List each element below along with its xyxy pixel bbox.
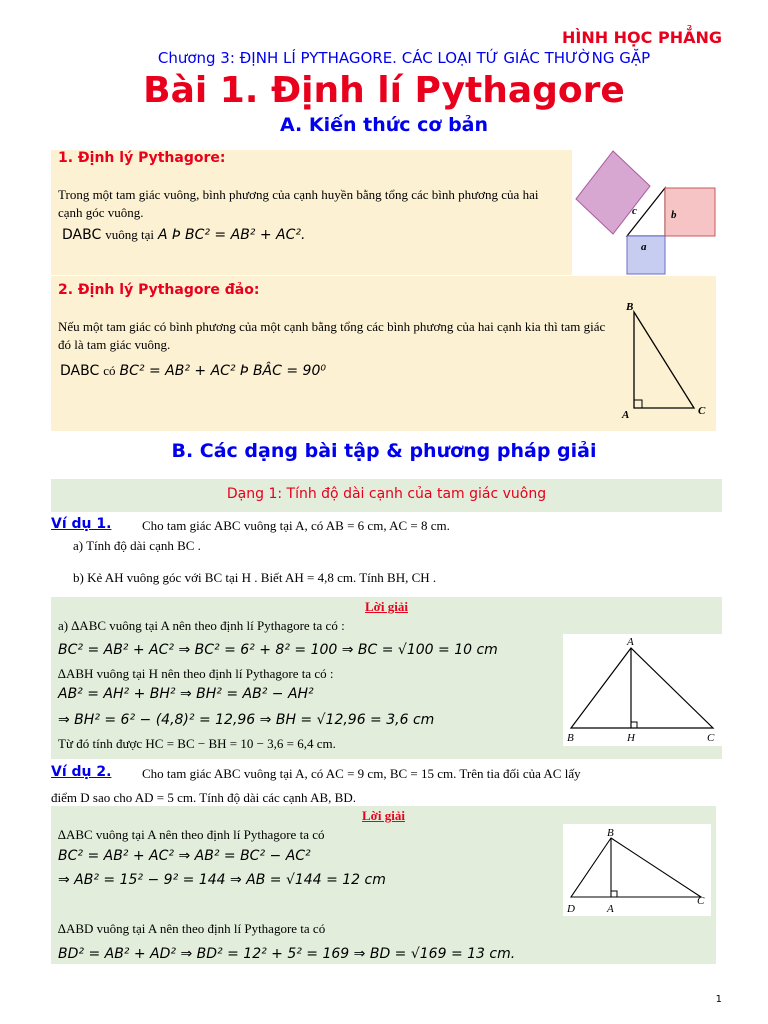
fig2-label-b: B [626,301,634,313]
fig1-label-c: c [632,205,637,217]
example1-question: Cho tam giác ABC vuông tại A, có AB = 6 cm, AC = 8 cm. [142,518,450,533]
theorem1-heading: 1. Định lý Pythagore: [58,150,226,166]
right-triangle-figure [618,296,714,426]
dang1-title: Dạng 1: Tính độ dài cạnh của tam giác vuông [226,486,547,502]
example2-question-line1: Cho tam giác ABC vuông tại A, có AC = 9 cm, BC = 15 cm. Trên tia đối của AC lấy [142,766,581,781]
example2-sol-line1: ∆ABC vuông tại A nên theo định lí Pythagore ta có [58,827,325,842]
ex1-fig-label-h: H [627,732,635,744]
ex2-fig-label-b: B [607,827,614,839]
fig2-label-c: C [698,405,706,417]
theorem2-formula: DABC có BC² = AB² + AC² Þ BÂC = 90⁰ [60,363,326,379]
example2-solution-title: Lời giải [362,808,405,823]
example1-sol-line5: ⇒ BH² = 6² − (4,8)² = 12,96 ⇒ BH = √12,96 = 3,6 cm [58,712,435,728]
ex2-fig-label-d: D [567,903,575,915]
ex1-fig-label-c: C [707,732,715,744]
example1-part-a: a) Tính độ dài cạnh BC . [73,538,201,553]
example1-sol-line6: Từ đó tính được HC = BC − BH = 10 − 3,6 = 6,4 cm. [58,736,336,751]
theorem2-text: Nếu một tam giác có bình phương của một cạnh bằng tổng các bình phương của hai cạnh kia thì tam giác đó là tam giác vuông. [58,319,606,352]
example2-sol-line3: ⇒ AB² = 15² − 9² = 144 ⇒ AB = √144 = 12 cm [58,872,386,888]
example1-part-b: b) Kẻ AH vuông góc với BC tại H . Biết AH = 4,8 cm. Tính BH, CH . [73,570,437,585]
example1-sol-line1: a) ∆ABC vuông tại A nên theo định lí Pythagore ta có : [58,618,345,633]
fig2-label-a: A [622,409,630,421]
lesson-title: Bài 1. Định lí Pythagore [143,70,625,111]
example2-sol-line5: BD² = AB² + AD² ⇒ BD² = 12² + 5² = 169 ⇒ BD = √169 = 13 cm. [58,946,516,962]
example2-sol-line4: ∆ABD vuông tại A nên theo định lí Pythagore ta có [58,921,326,936]
example1-label: Ví dụ 1. [51,516,112,532]
example2-figure [563,824,711,916]
example2-question-line2: điểm D sao cho AD = 5 cm. Tính độ dài các cạnh AB, BD. [51,790,356,805]
ex1-fig-label-a: A [627,636,634,648]
example1-sol-line4: AB² = AH² + BH² ⇒ BH² = AB² − AH² [58,686,314,702]
chapter-title: Chương 3: ĐỊNH LÍ PYTHAGORE. CÁC LOẠI TỨ GIÁC THƯỜNG GẶP [157,49,651,67]
pythagoras-squares-figure [572,148,720,278]
ex2-fig-label-a: A [607,903,614,915]
fig1-label-a: a [641,241,647,253]
ex1-fig-label-b: B [567,732,574,744]
section-a-title: A. Kiến thức cơ bản [279,114,489,136]
example2-label: Ví dụ 2. [51,764,112,780]
theorem1-text: Trong một tam giác vuông, bình phương của cạnh huyền bằng tổng các bình phương của hai cạnh góc vuông. [58,187,539,220]
example1-sol-line2: BC² = AB² + AC² ⇒ BC² = 6² + 8² = 100 ⇒ BC = √100 = 10 cm [58,642,498,658]
theorem2-heading: 2. Định lý Pythagore đảo: [58,282,260,298]
example2-sol-line2: BC² = AB² + AC² ⇒ AB² = BC² − AC² [58,848,311,864]
example1-figure [563,634,723,746]
example1-sol-line3: ∆ABH vuông tại H nên theo định lí Pythagore ta có : [58,666,334,681]
section-b-title: B. Các dạng bài tập & phương pháp giải [171,440,597,462]
subject-title: HÌNH HỌC PHẲNG [561,28,722,47]
example1-solution-title: Lời giải [365,599,408,614]
fig1-label-b: b [671,209,677,221]
page-number: 1 [715,994,722,1005]
ex2-fig-label-c: C [697,895,705,907]
theorem1-formula: DABC vuông tại A Þ BC² = AB² + AC². [62,227,306,243]
